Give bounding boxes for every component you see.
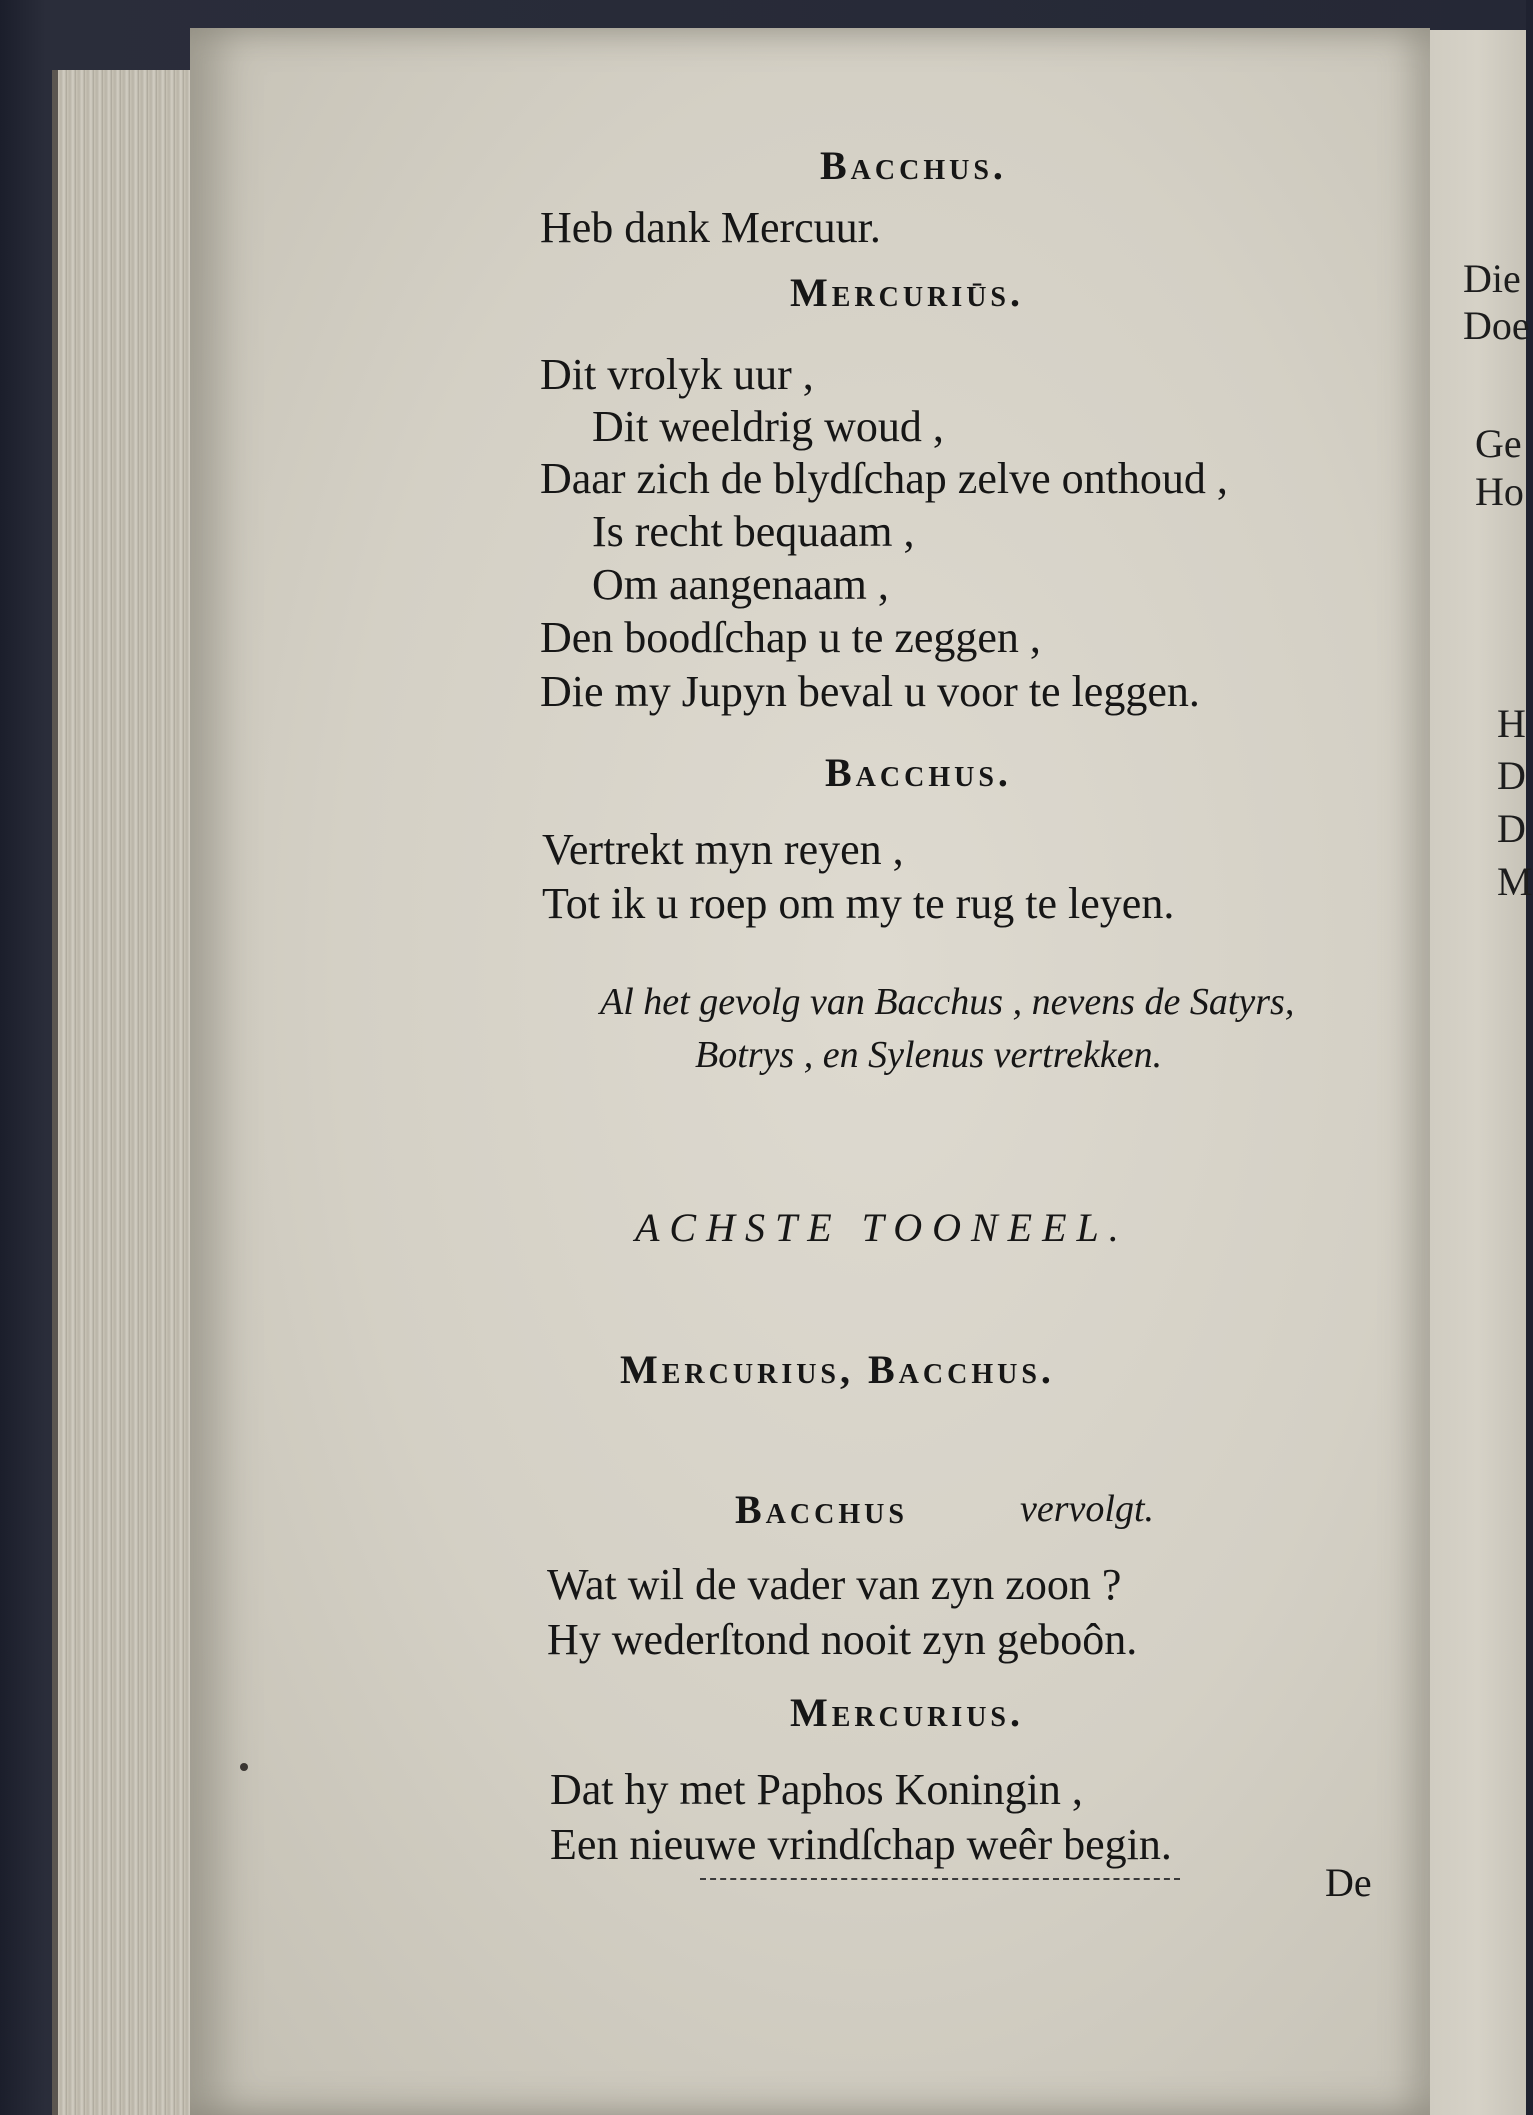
verse-line: Vertrekt myn reyen , xyxy=(542,825,904,874)
verse-line: Hy wederſtond nooit zyn geboôn. xyxy=(547,1615,1138,1664)
page-blemish xyxy=(240,1763,248,1771)
stage-direction: Al het gevolg van Bacchus , nevens de Satyrs, xyxy=(600,981,1295,1023)
speaker-heading: Bacchus. xyxy=(825,750,1012,795)
right-fragment: D xyxy=(1497,806,1526,851)
verse-line: Den boodſchap u te zeggen , xyxy=(540,613,1041,662)
speaker-heading: Bacchus. xyxy=(820,143,1007,188)
verse-line: Daar zich de blydſchap zelve onthoud , xyxy=(540,454,1228,503)
verse-line: Dit weeldrig woud , xyxy=(592,402,944,451)
right-fragment: H xyxy=(1497,701,1526,746)
verse-line: Wat wil de vader van zyn zoon ? xyxy=(547,1560,1122,1609)
stage-direction: Botrys , en Sylenus vertrekken. xyxy=(695,1034,1163,1076)
speaker-heading: Bacchus xyxy=(735,1487,908,1532)
ornament-rule xyxy=(700,1878,1180,1880)
speaker-heading: Mercurius. xyxy=(790,1690,1025,1735)
right-fragment: Ge xyxy=(1475,421,1522,466)
catchword: De xyxy=(1325,1860,1372,1905)
verse-line: Is recht bequaam , xyxy=(592,507,915,556)
verse-line: Dit vrolyk uur , xyxy=(540,350,814,399)
right-fragment: D xyxy=(1497,753,1526,798)
scene-title: ACHSTE TOONEEL. xyxy=(635,1205,1129,1250)
verse-line: Tot ik u roep om my te rug te leyen. xyxy=(542,879,1175,928)
right-fragment: Die xyxy=(1463,256,1521,301)
verse-line: Een nieuwe vrindſchap weêr begin. xyxy=(550,1820,1172,1869)
stage-direction: vervolgt. xyxy=(1020,1488,1155,1530)
right-fragment: Doe xyxy=(1463,303,1530,348)
verse-line: Heb dank Mercuur. xyxy=(540,203,881,252)
book-page xyxy=(190,28,1430,2115)
verse-line: Die my Jupyn beval u voor te leggen. xyxy=(540,667,1200,716)
right-fragment: M xyxy=(1497,859,1533,904)
speaker-heading: Mercuriūs. xyxy=(790,270,1025,315)
verse-line: Dat hy met Paphos Koningin , xyxy=(550,1765,1083,1814)
cast-heading: Mercurius, Bacchus. xyxy=(620,1347,1055,1392)
verse-line: Om aangenaam , xyxy=(592,560,889,609)
right-fragment: Ho xyxy=(1475,469,1524,514)
